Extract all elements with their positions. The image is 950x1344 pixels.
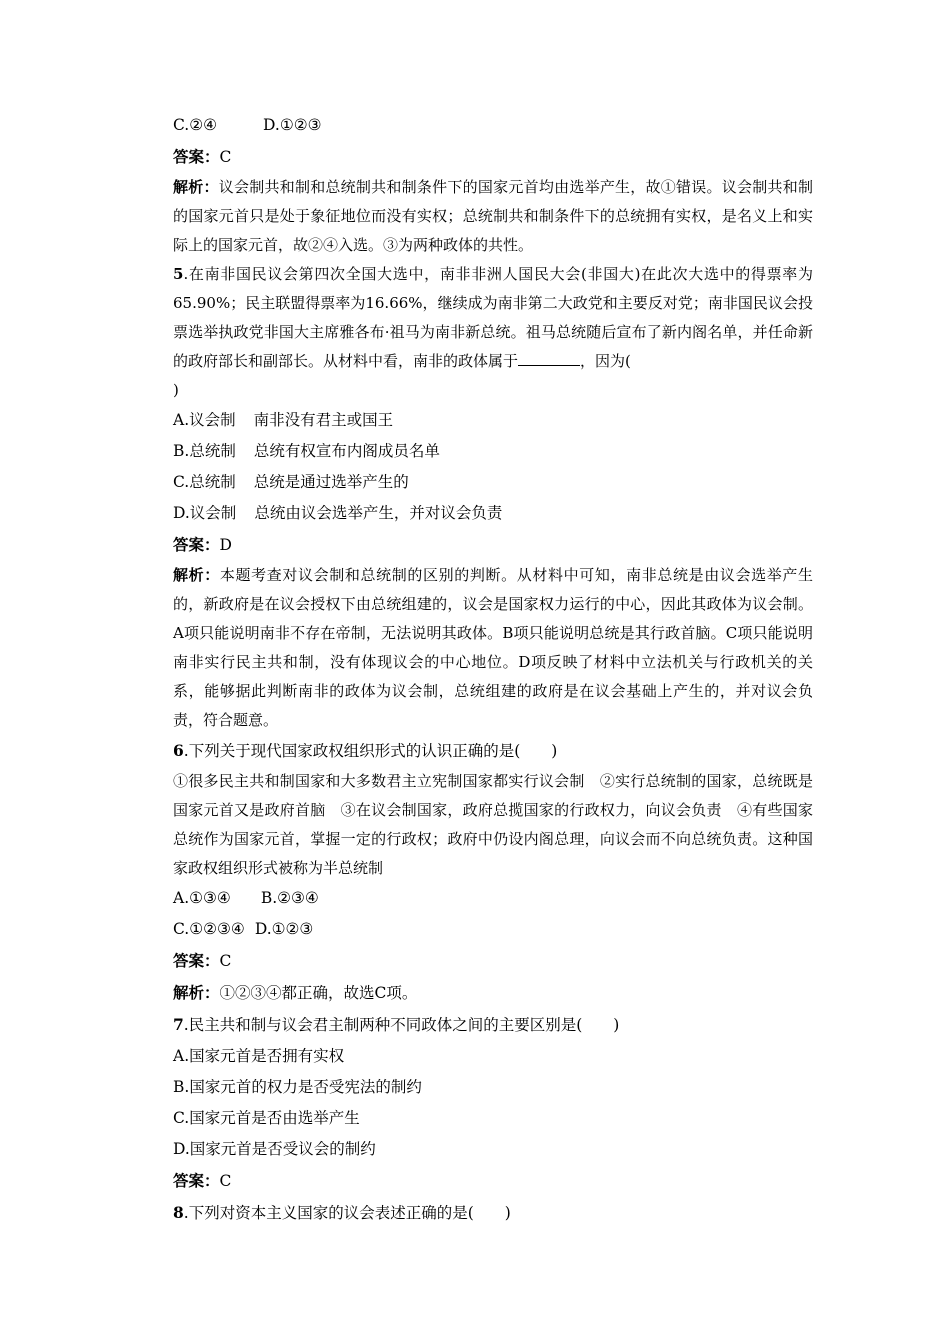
question-number: 7 — [173, 1015, 184, 1034]
analysis-text: ①②③④都正确，故选C项。 — [219, 984, 418, 1002]
option-text: 总统有权宣布内阁成员名单 — [253, 442, 440, 460]
q6-option-b: B.②③④ — [260, 889, 319, 907]
question-number: 8 — [173, 1203, 184, 1222]
q6-stem — [173, 735, 813, 767]
q4-option-d: D.①②③ — [263, 116, 322, 134]
question-number: 5 — [173, 265, 184, 283]
q5-analysis — [173, 561, 813, 735]
q7-stem — [173, 1009, 813, 1041]
q5-stem — [173, 260, 813, 405]
option-letter: A.议会制 — [173, 411, 236, 429]
option-letter: C.总统制 — [173, 473, 236, 491]
option-text: 总统由议会选举产生，并对议会负责 — [254, 504, 503, 522]
q5-option-d — [173, 498, 813, 529]
q6-option-c: C.①②③④ — [173, 920, 245, 938]
q6-statements-text: ①很多民主共和制国家和大多数君主立宪制国家都实行议会制 ②实行总统制的国家，总统既是国家元首又是政府首脑 ③在议会制国家，政府总揽国家的行政权力，向议会负责 ④有些国家总统作为国家元首，掌握一定的行政权；政府中仍设内阁总理，向议会而不向总统负责。这种国家政权组织形式被称为半总统制 — [173, 772, 813, 877]
analysis-label: 解析： — [173, 983, 220, 1002]
answer-value: D — [219, 536, 232, 554]
q7-option-c: C.国家元首是否由选举产生 — [173, 1109, 360, 1127]
answer-label: 答案： — [173, 951, 220, 970]
answer-value: C — [219, 952, 232, 970]
q5-stem-text-3: ) — [173, 381, 179, 399]
q4-analysis — [173, 173, 813, 260]
q8-stem-text: .下列对资本主义国家的议会表述正确的是( ) — [183, 1204, 511, 1222]
q5-answer — [173, 529, 813, 561]
q5-option-c — [173, 467, 813, 498]
q6-answer — [173, 945, 813, 977]
q6-options-ab — [173, 883, 813, 914]
answer-value: C — [219, 1172, 232, 1190]
option-letter: D.议会制 — [173, 504, 237, 522]
answer-label: 答案： — [173, 535, 220, 554]
q5-stem-text: .在南非国民议会第四次全国大选中，南非非洲人国民大会(非国大)在此次大选中的得票率为65.90%；民主联盟得票率为16.66%，继续成为南非第二大政党和主要反对党；南非国民议会投票选举执政党非国大主席雅各布·祖马为南非新总统。祖马总统随后宣布了新内阁名单，并任命新的政府部长和副部长。从材料中看，南非的政体属于 — [173, 265, 813, 370]
q7-option-b: B.国家元首的权力是否受宪法的制约 — [173, 1078, 422, 1096]
answer-label: 答案： — [173, 147, 220, 166]
q5-option-a — [173, 405, 813, 436]
q6-analysis — [173, 977, 813, 1009]
q7-stem-text: .民主共和制与议会君主制两种不同政体之间的主要区别是( ) — [183, 1016, 620, 1034]
q5-stem-text-2: ，因为( — [580, 352, 631, 370]
fill-in-blank — [518, 349, 580, 366]
option-letter: B.总统制 — [173, 442, 236, 460]
analysis-label: 解析： — [173, 178, 219, 196]
q6-stem-text: .下列关于现代国家政权组织形式的认识正确的是( ) — [183, 742, 558, 760]
q4-answer — [173, 141, 813, 173]
document-content — [173, 110, 813, 1229]
q7-option-a: A.国家元首是否拥有实权 — [173, 1047, 345, 1065]
analysis-text: 本题考查对议会制和总统制的区别的判断。从材料中可知，南非总统是由议会选举产生的，新政府是在议会授权下由总统组建的，议会是国家权力运行的中心，因此其政体为议会制。A项只能说明南非不存在帝制，无法说明其政体。B项只能说明总统是其行政首脑。C项只能说明南非实行民主共和制，没有体现议会的中心地位。D项反映了材料中立法机关与行政机关的关系，能够据此判断南非的政体为议会制，总统组建的政府是在议会基础上产生的，并对议会负责，符合题意。 — [173, 566, 813, 729]
option-text: 南非没有君主或国王 — [253, 411, 394, 429]
question-number: 6 — [173, 741, 184, 760]
q4-option-c: C.②④ — [173, 116, 218, 134]
option-text: 总统是通过选举产生的 — [253, 473, 409, 491]
analysis-label: 解析： — [173, 566, 220, 584]
q6-option-d: D.①②③ — [254, 920, 314, 938]
q6-option-a: A.①③④ — [173, 889, 231, 907]
q5-option-b — [173, 436, 813, 467]
q4-options-cd — [173, 110, 813, 141]
answer-value: C — [219, 148, 232, 166]
q7-answer — [173, 1165, 813, 1197]
q6-options-cd — [173, 914, 813, 945]
q8-stem — [173, 1197, 813, 1229]
analysis-text: 议会制共和制和总统制共和制条件下的国家元首均由选举产生，故①错误。议会制共和制的国家元首只是处于象征地位而没有实权；总统制共和制条件下的总统拥有实权，是名义上和实际上的国家元首，故②④入选。③为两种政体的共性。 — [173, 178, 813, 254]
answer-label: 答案： — [173, 1171, 220, 1190]
q6-statements — [173, 767, 813, 883]
q7-option-d: D.国家元首是否受议会的制约 — [173, 1140, 376, 1158]
